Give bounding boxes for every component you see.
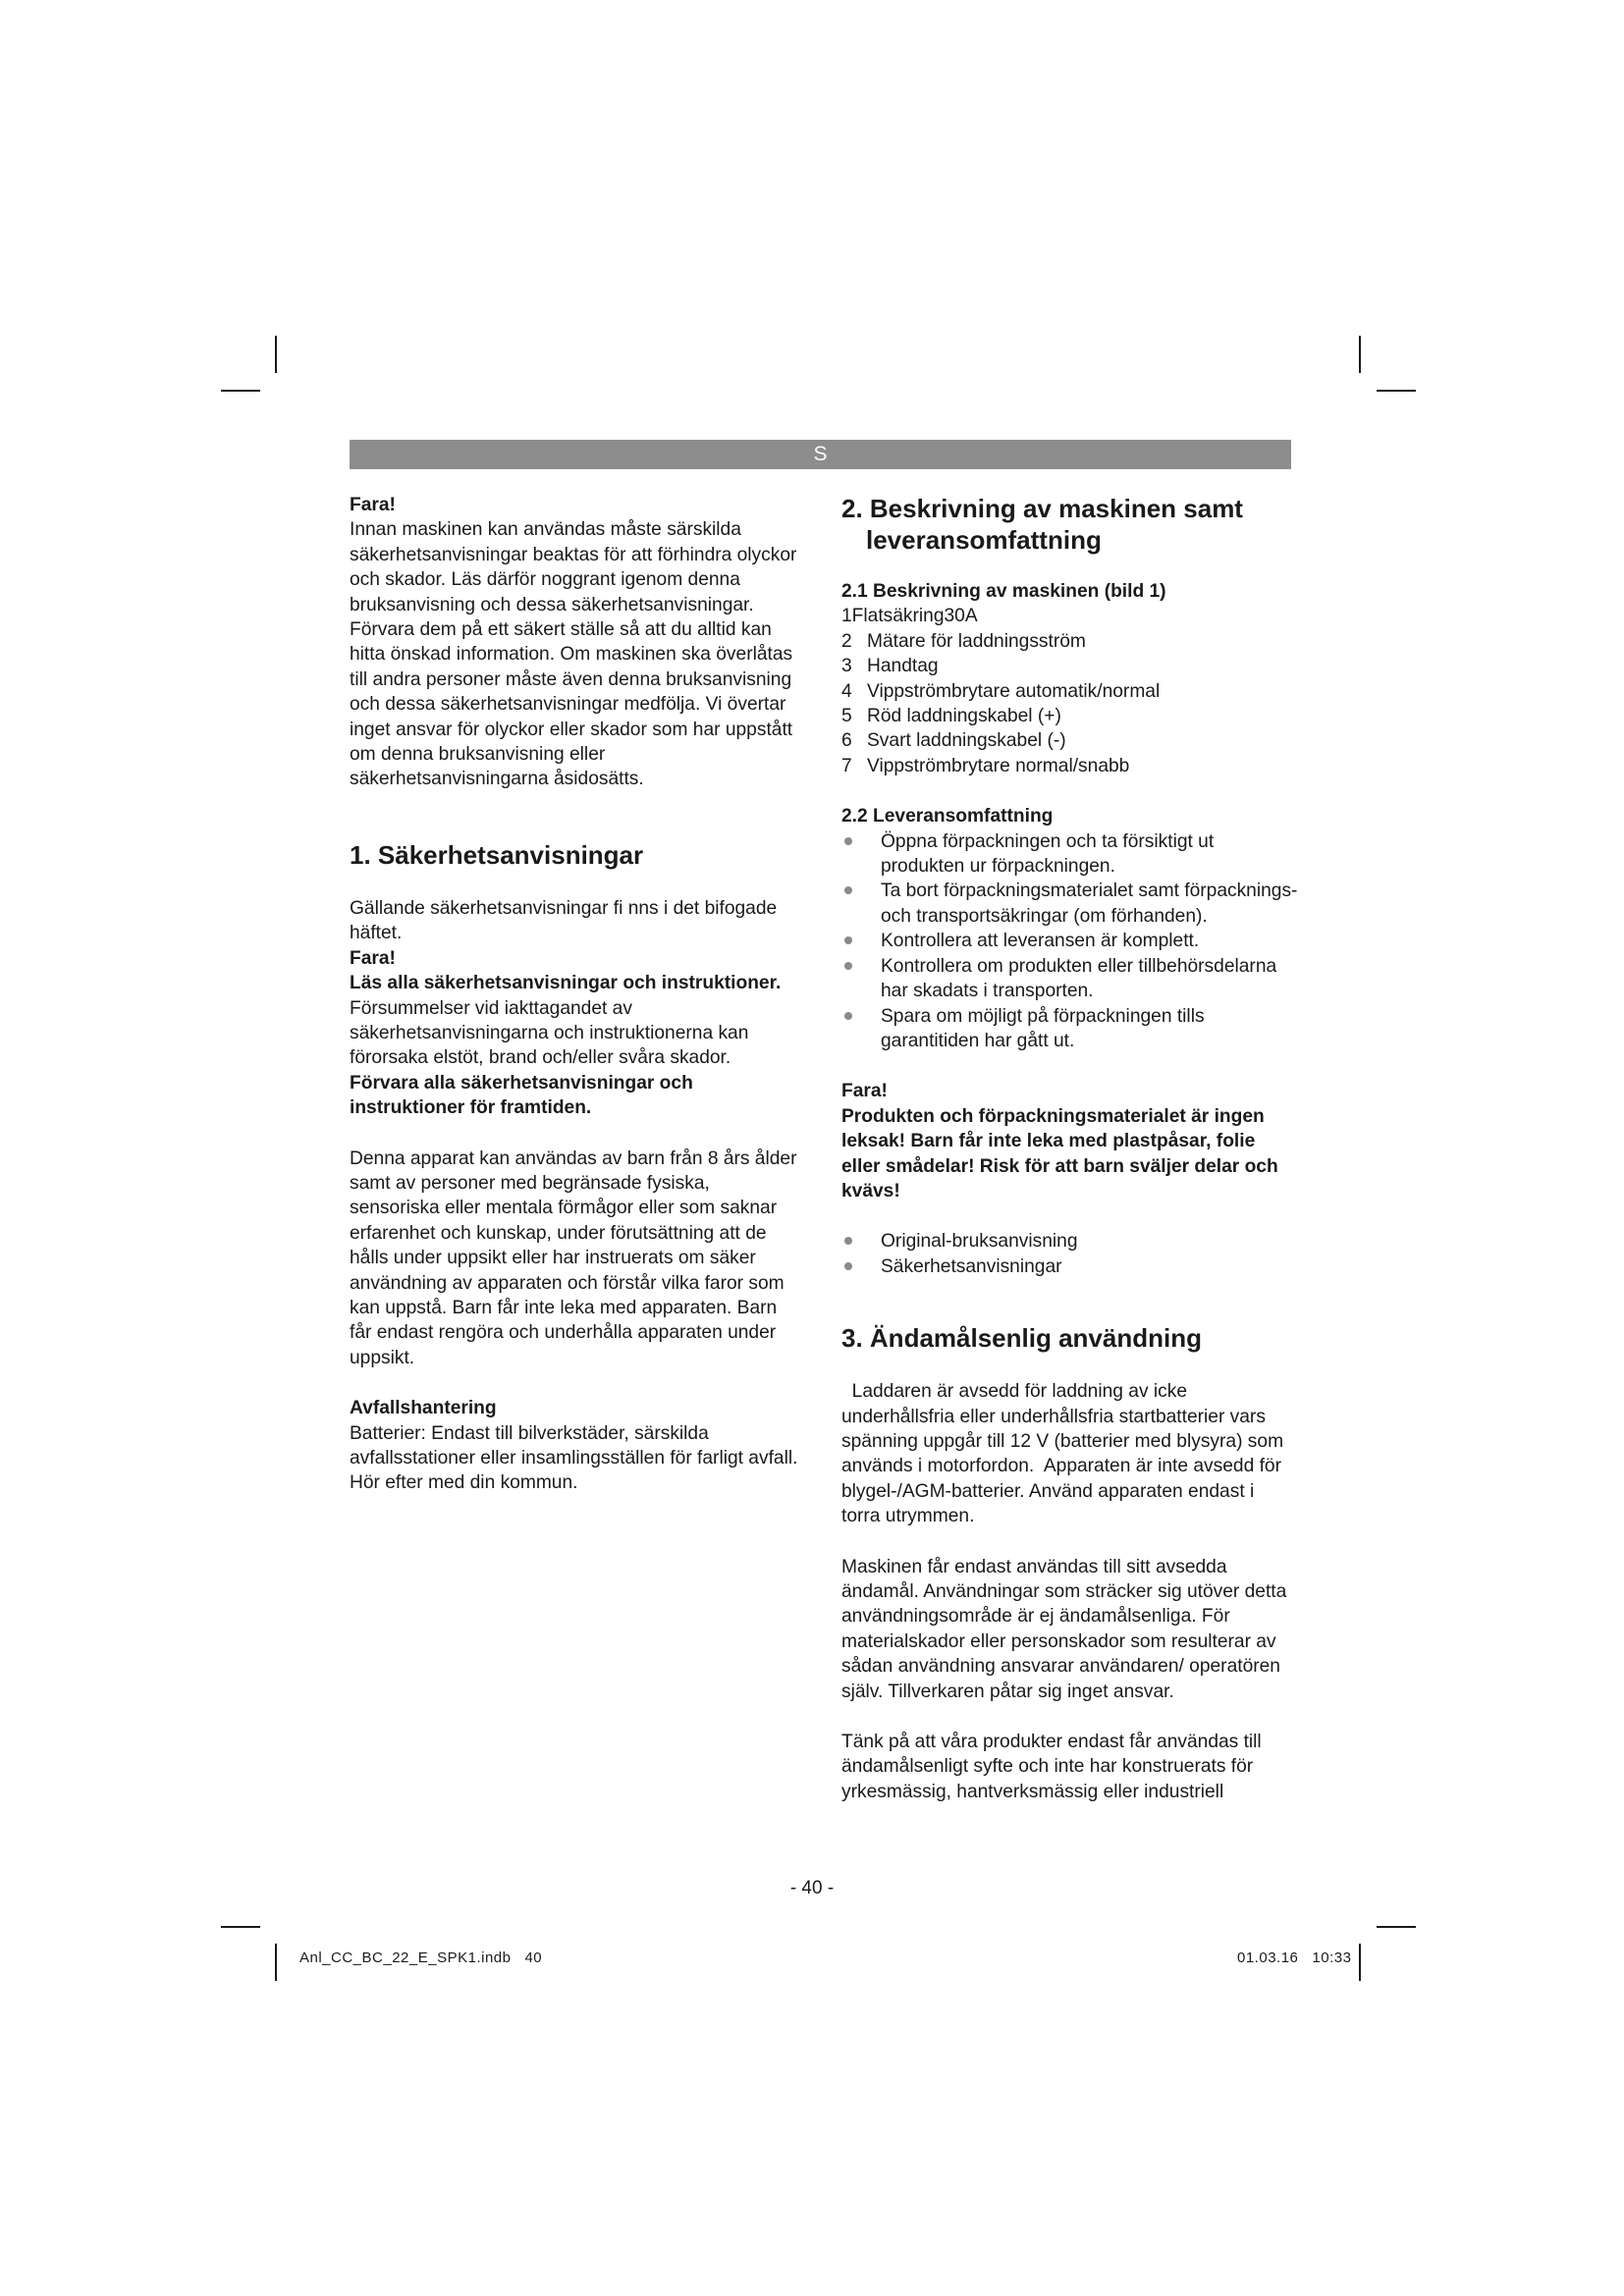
warning-text: Försummelser vid iakttagandet av säkerhetsanvisningarna och instruktionerna kan förorsaka elstöt, brand och/eller svåra skador. bbox=[350, 997, 749, 1069]
list-item: Kontrollera att leveransen är komplett. bbox=[841, 929, 1298, 953]
footer-file-info: Anl_CC_BC_22_E_SPK1.indb 40 bbox=[299, 1949, 543, 1966]
section-1-children-paragraph: Denna apparat kan användas av barn från 8 års ålder samt av personer med begränsade fysiska, sensoriska eller mentala förmågor eller som saknar erfarenhet och kunskap, under förutsättning att de hålls under uppsikt eller har instruerats om säker användning av apparaten och förstår vilka faror som kan uppstå. Barn får inte leka med apparaten. Barn får endast rengöra och underhålla apparaten under uppsikt. bbox=[350, 1148, 797, 1368]
list-item: Spara om möjligt på förpackningen tills garantitiden har gått ut. bbox=[841, 1004, 1298, 1054]
section-2-2-title: 2.2 Leveransomfattning bbox=[841, 806, 1054, 828]
crop-mark bbox=[275, 336, 277, 373]
list-item: Kontrollera om produkten eller tillbehörsdelarna har skadats i transporten. bbox=[841, 954, 1298, 1004]
parts-first-item: 1Flatsäkring30A bbox=[841, 606, 978, 627]
crop-mark bbox=[275, 1944, 277, 1981]
list-item: 2 Mätare för laddningsström bbox=[841, 630, 1086, 652]
section-2-1-title: 2.1 Beskrivning av maskinen (bild 1) bbox=[841, 581, 1166, 602]
section-1-title: 1. Säkerhetsanvisningar bbox=[350, 839, 644, 870]
section-2-title: 2. Beskrivning av maskinen samt leveransomfattning bbox=[841, 494, 1243, 555]
section-1-warning-paragraph bbox=[350, 971, 801, 1120]
intro-warning-title: Fara! bbox=[350, 495, 396, 515]
crop-mark bbox=[1359, 1944, 1361, 1981]
crop-mark bbox=[221, 390, 260, 392]
intro-text: Innan maskinen kan användas måste särskilda säkerhetsanvisningar beaktas för att förhindra olyckor och skador. Läs därför noggrant igenom denna bruksanvisning och dessa säkerhetsanvisningar. Förvara dem på ett säkert ställe så att du alltid kan hitta önskad information. Om maskinen ska överlåtas till andra personer måste även denna bruksanvisning och dessa säkerhetsanvisningar medfölja. Vi övertar inget ansvar för olyckor eller skador som har uppstått om denna bruksanvisning eller säkerhetsanvisningarna åsidosätts. bbox=[350, 519, 797, 790]
warning-bold-instructions: Läs alla säkerhetsanvisningar och instruktioner. bbox=[350, 973, 782, 994]
disposal-text: Batterier: Endast till bilverkstäder, särskilda avfallsstationer eller insamlingsställen för farligt avfall. Hör efter med din kommun. bbox=[350, 1422, 798, 1494]
list-item: 3 Handtag bbox=[841, 656, 939, 677]
page-number: - 40 - bbox=[789, 1878, 835, 1898]
list-item: Original-bruksanvisning bbox=[841, 1229, 1298, 1254]
warning-bold-keep: Förvara alla säkerhetsanvisningar och instruktioner för framtiden. bbox=[350, 1072, 693, 1119]
section-2-warning-title: Fara! bbox=[841, 1081, 888, 1102]
section-1-warning-title: Fara! bbox=[350, 947, 396, 969]
disposal-title: Avfallshantering bbox=[350, 1398, 497, 1419]
crop-mark bbox=[221, 1926, 260, 1928]
crop-mark bbox=[1377, 390, 1416, 392]
crop-mark bbox=[1359, 336, 1361, 373]
parts-list bbox=[841, 629, 1298, 778]
left-column bbox=[350, 493, 801, 1496]
list-item: 7 Vippströmbrytare normal/snabb bbox=[841, 755, 1130, 776]
included-items-list bbox=[841, 1229, 1298, 1279]
section-3-title: 3. Ändamålsenlig användning bbox=[841, 1323, 1202, 1354]
section-3-paragraph-2: Maskinen får endast användas till sitt avsedda ändamål. Användningar som sträcker sig utöver detta användningsområde är ej ändamålsenliga. För materialskador eller personskador som resulterar av sådan användning ansvarar användaren/ operatören själv. Tillverkaren påtar sig inget ansvar. bbox=[841, 1556, 1287, 1702]
language-code: S bbox=[813, 443, 828, 465]
list-item: Säkerhetsanvisningar bbox=[841, 1255, 1298, 1279]
list-item: 6 Svart laddningskabel (-) bbox=[841, 730, 1066, 752]
right-column bbox=[841, 493, 1298, 1804]
list-item: Ta bort förpackningsmaterialet samt förpacknings- och transportsäkringar (om förhanden). bbox=[841, 879, 1298, 929]
footer-date-time: 01.03.16 10:33 bbox=[1237, 1949, 1352, 1966]
list-item: 5 Röd laddningskabel (+) bbox=[841, 706, 1061, 727]
section-3-paragraph-1: Laddaren är avsedd för laddning av icke underhållsfria eller underhållsfria startbatterier vars spänning uppgår till 12 V (batterier med blysyra) som används i motorfordon. Apparaten är inte avsedd för blygel-/AGM-batterier. Använd apparaten endast i torra utrymmen. bbox=[841, 1381, 1289, 1527]
section-1-paragraph: Gällande säkerhetsanvisningar fi nns i det bifogade häftet. bbox=[350, 897, 778, 944]
section-2-warning-text: Produkten och förpackningsmaterialet är ingen leksak! Barn får inte leka med plastpåsar, folie eller smådelar! Risk för att barn sväljer delar och kvävs! bbox=[841, 1105, 1278, 1201]
list-item: 4 Vippströmbrytare automatik/normal bbox=[841, 680, 1161, 702]
delivery-steps-list bbox=[841, 829, 1298, 1054]
list-item: Öppna förpackningen och ta försiktigt ut produkten ur förpackningen. bbox=[841, 829, 1298, 880]
section-3-paragraph-3: Tänk på att våra produkter endast får användas till ändamålsenligt syfte och inte har konstruerats för yrkesmässig, hantverksmässig eller industriell bbox=[841, 1732, 1262, 1802]
language-header-bar bbox=[350, 440, 1291, 469]
crop-mark bbox=[1377, 1926, 1416, 1928]
